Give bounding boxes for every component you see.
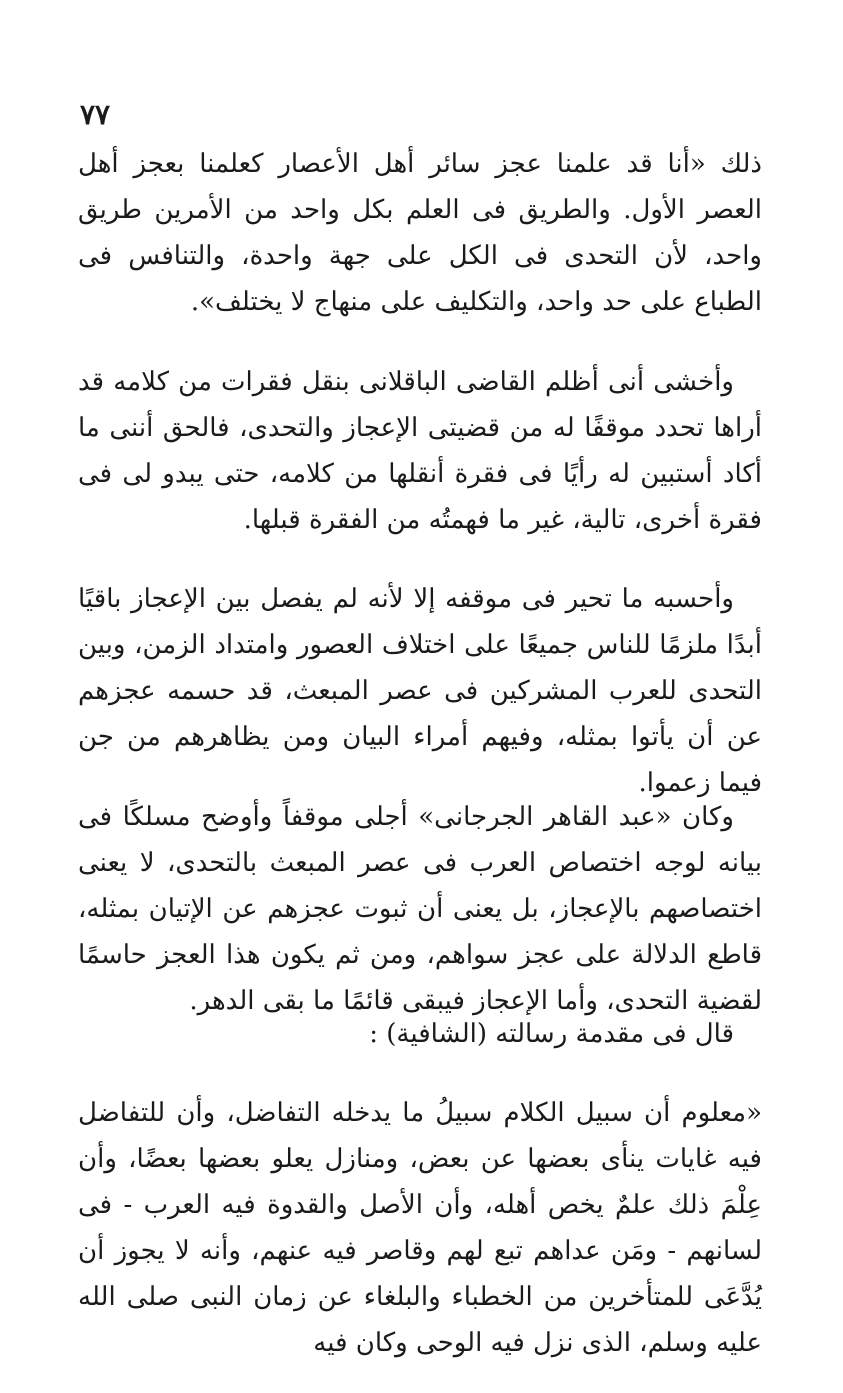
- paragraph-position: وأحسبه ما تحير فى موقفه إلا لأنه لم يفصل بين الإعجاز باقيًا أبدًا ملزمًا للناس جميعًا على اختلاف العصور وامتداد الزمن، وبين التحدى للعرب المشركين فى عصر المبعث، قد حسمه عجزهم عن أن يأتوا بمثله، وفيهم أمراء البيان ومن يظاهرهم من جن فيما زعموا.: [78, 584, 762, 798]
- paragraph-jurjani: وكان «عبد القاهر الجرجانى» أجلى موقفاً وأوضح مسلكًا فى بيانه لوجه اختصاص العرب فى عصر المبعث بالتحدى، لا يعنى اختصاصهم بالإعجاز، بل يعنى أن ثبوت عجزهم عن الإتيان بمثله، قاطع الدلالة على عجز سواهم، ومن ثم يكون هذا العجز حاسمًا لقضية التحدى، وأما الإعجاز فيبقى قائمًا ما بقى الدهر.: [78, 802, 762, 1016]
- paragraph-baqillani: وأخشى أنى أظلم القاضى الباقلانى بنقل فقرات من كلامه قد أراها تحدد موقفًا له من قضيتى الإعجاز والتحدى، فالحق أننى ما أكاد أستبين له رأيًا فى فقرة أنقلها من كلامه، حتى يبدو لى فى فقرة أخرى، تالية، غير ما فهمتُه من الفقرة قبلها.: [78, 367, 762, 535]
- paragraph-quote-continuation: ذلك «أنا قد علمنا عجز سائر أهل الأعصار كعلمنا بعجز أهل العصر الأول. والطريق فى العلم بكل واحد من الأمرين طريق واحد، لأن التحدى فى الكل على جهة واحدة، والتنافس فى الطباع على حد واحد، والتكليف على منهاج لا يختلف».: [78, 149, 762, 317]
- paragraph-intro-quote: قال فى مقدمة رسالته (الشافية) :: [369, 1019, 734, 1049]
- page-number: ٧٧: [80, 98, 111, 131]
- paragraph-shafiya-quote: «معلوم أن سبيل الكلام سبيلُ ما يدخله التفاضل، وأن للتفاضل فيه غايات ينأى بعضها عن بعض، ومنازل يعلو بعضها بعضًا، وأن عِلْمَ ذلك علمٌ يخص أهله، وأن الأصل والقدوة فيه العرب - فى لسانهم - ومَن عداهم تبع لهم وقاصر فيه عنهم، وأنه لا يجوز أن يُدَّعَى للمتأخرين من الخطباء والبلغاء عن زمان النبى صلى الله عليه وسلم، الذى نزل فيه الوحى وكان فيه: [78, 1098, 762, 1358]
